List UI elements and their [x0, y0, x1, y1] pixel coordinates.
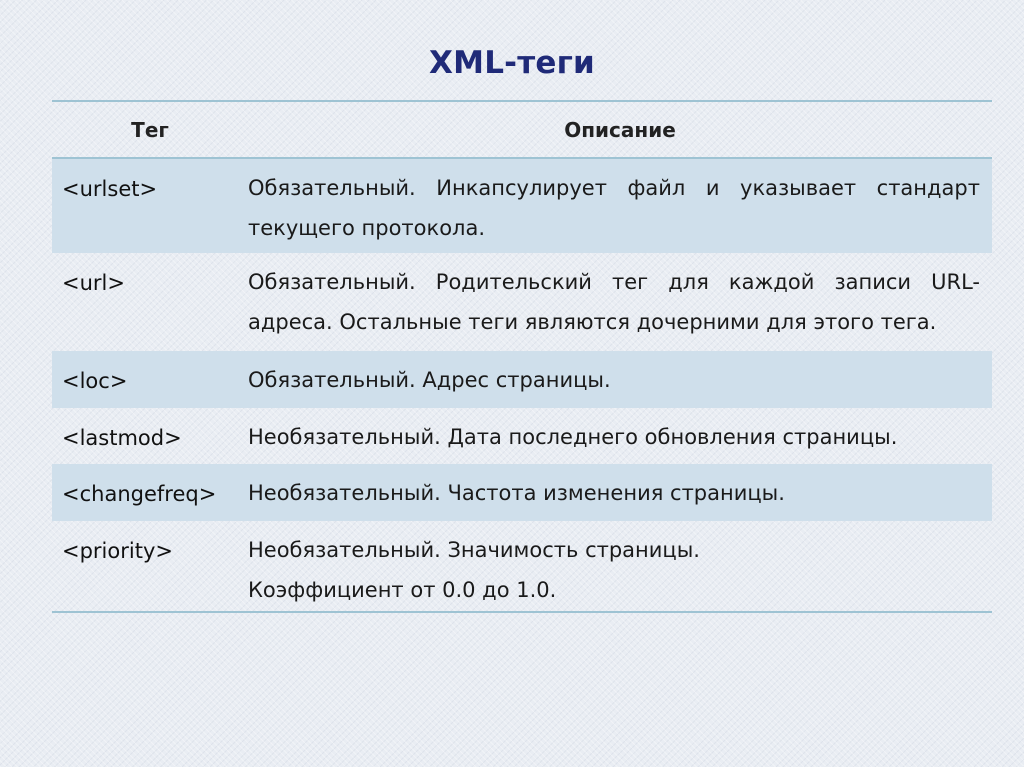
tag-name: <changefreq> [62, 482, 217, 506]
table-row-urlset [52, 159, 992, 253]
slide-title: XML-теги [429, 45, 595, 81]
description-line: Необязательный. Частота изменения страницы. [248, 481, 785, 505]
description-line: Коэффициент от 0.0 до 1.0. [248, 578, 557, 602]
tag-name: <priority> [62, 539, 173, 563]
header-description: Описание [564, 117, 676, 142]
description-line: Обязательный. Адрес страницы. [248, 368, 611, 392]
tag-name: <loc> [62, 369, 128, 393]
table-row-url [52, 253, 992, 351]
description-line: текущего протокола. [248, 216, 486, 240]
description-line: Обязательный. Родительский тег для каждой записи URL- [248, 270, 980, 294]
tag-description [248, 512, 992, 611]
header-tag: Тег [131, 117, 169, 142]
tag-name: <urlset> [62, 177, 158, 201]
tag-name: <url> [62, 271, 125, 295]
tag-description [248, 244, 992, 351]
tag-description [248, 150, 992, 253]
description-line: Необязательный. Значимость страницы. [248, 538, 700, 562]
tags-table [52, 100, 992, 613]
description-line: Обязательный. Инкапсулирует файл и указывает стандарт [248, 176, 980, 200]
description-line: Необязательный. Дата последнего обновления страницы. [248, 425, 898, 449]
table-row-priority [52, 521, 992, 611]
tag-name: <lastmod> [62, 426, 182, 450]
description-line: адреса. Остальные теги являются дочерними для этого тега. [248, 310, 937, 334]
